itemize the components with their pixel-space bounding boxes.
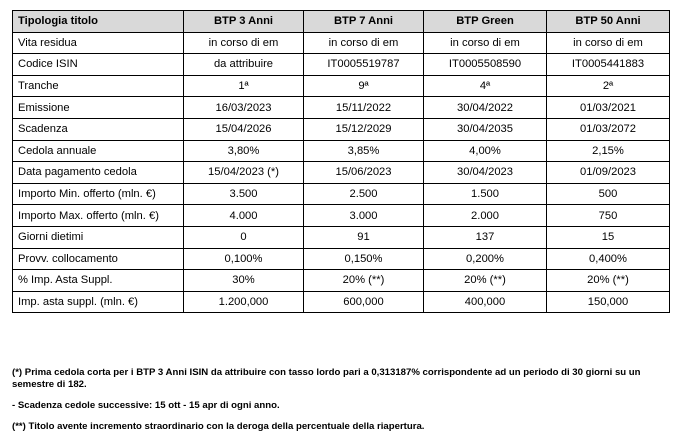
table-cell: 1.200,000 — [184, 291, 304, 313]
table-row — [13, 248, 670, 270]
row-label: Codice ISIN — [13, 54, 184, 76]
table-cell: 0,400% — [547, 248, 670, 270]
table-cell: 2.500 — [304, 183, 424, 205]
table-cell: IT0005508590 — [424, 54, 547, 76]
btp-table — [12, 10, 670, 313]
table-row — [13, 140, 670, 162]
table-cell: 3,80% — [184, 140, 304, 162]
table-cell: 15/06/2023 — [304, 162, 424, 184]
footnotes — [12, 367, 672, 442]
row-label: Imp. asta suppl. (mln. €) — [13, 291, 184, 313]
table-row — [13, 183, 670, 205]
table-cell: 400,000 — [424, 291, 547, 313]
table-cell: 3.500 — [184, 183, 304, 205]
table-cell: 0,200% — [424, 248, 547, 270]
table-cell: 15/11/2022 — [304, 97, 424, 119]
table-cell: 15 — [547, 226, 670, 248]
table-cell: 01/03/2072 — [547, 118, 670, 140]
table-cell: 600,000 — [304, 291, 424, 313]
table-cell: 500 — [547, 183, 670, 205]
table-cell: 4,00% — [424, 140, 547, 162]
table-cell: 0,150% — [304, 248, 424, 270]
header-tipologia: Tipologia titolo — [13, 11, 184, 33]
row-label: Scadenza — [13, 118, 184, 140]
table-cell: 0 — [184, 226, 304, 248]
row-label: Cedola annuale — [13, 140, 184, 162]
table-cell: 15/04/2023 (*) — [184, 162, 304, 184]
table-cell: da attribuire — [184, 54, 304, 76]
footnote-incremento: (**) Titolo avente incremento straordinario con la deroga della percentuale della riapertura. — [12, 421, 425, 432]
row-label: Importo Min. offerto (mln. €) — [13, 183, 184, 205]
table-cell: 30% — [184, 270, 304, 292]
table-row — [13, 118, 670, 140]
table-cell: 0,100% — [184, 248, 304, 270]
table-cell: IT0005519787 — [304, 54, 424, 76]
table-cell: 20% (**) — [304, 270, 424, 292]
table-cell: 3.000 — [304, 205, 424, 227]
header-btp-green: BTP Green — [424, 11, 547, 33]
row-label: Emissione — [13, 97, 184, 119]
row-label: Provv. collocamento — [13, 248, 184, 270]
table-cell: 20% (**) — [424, 270, 547, 292]
table-row — [13, 205, 670, 227]
table-cell: in corso di em — [184, 32, 304, 54]
table-cell: 30/04/2023 — [424, 162, 547, 184]
table-row — [13, 54, 670, 76]
row-label: Data pagamento cedola — [13, 162, 184, 184]
row-label: Vita residua — [13, 32, 184, 54]
table-header-row — [13, 11, 670, 33]
table-cell: in corso di em — [304, 32, 424, 54]
footnote-scadenza-cedole: - Scadenza cedole successive: 15 ott - 15 apr di ogni anno. — [12, 400, 280, 411]
table-cell: 30/04/2022 — [424, 97, 547, 119]
table-cell: 150,000 — [547, 291, 670, 313]
footnote-prima-cedola: (*) Prima cedola corta per i BTP 3 Anni ISIN da attribuire con tasso lordo pari a 0,313187% corrispondente ad un periodo di 30 giorni su un semestre di 182. — [12, 367, 641, 390]
table-cell: 15/04/2026 — [184, 118, 304, 140]
table-cell: 137 — [424, 226, 547, 248]
table-cell: 2,15% — [547, 140, 670, 162]
table-cell: 91 — [304, 226, 424, 248]
table-cell: in corso di em — [547, 32, 670, 54]
header-btp-7-anni: BTP 7 Anni — [304, 11, 424, 33]
row-label: Tranche — [13, 75, 184, 97]
table-cell: 2ª — [547, 75, 670, 97]
table-cell: 2.000 — [424, 205, 547, 227]
header-btp-3-anni: BTP 3 Anni — [184, 11, 304, 33]
table-row — [13, 270, 670, 292]
table-row — [13, 226, 670, 248]
table-cell: 20% (**) — [547, 270, 670, 292]
row-label: Importo Max. offerto (mln. €) — [13, 205, 184, 227]
table-cell: 3,85% — [304, 140, 424, 162]
table-body — [13, 32, 670, 313]
table-row — [13, 162, 670, 184]
table-row — [13, 32, 670, 54]
row-label: Giorni dietimi — [13, 226, 184, 248]
table-row — [13, 291, 670, 313]
table-cell: 1.500 — [424, 183, 547, 205]
table-cell: 4ª — [424, 75, 547, 97]
table-cell: 30/04/2035 — [424, 118, 547, 140]
table-cell: in corso di em — [424, 32, 547, 54]
table-cell: 01/03/2021 — [547, 97, 670, 119]
table-cell: 750 — [547, 205, 670, 227]
table-cell: 01/09/2023 — [547, 162, 670, 184]
table-cell: 15/12/2029 — [304, 118, 424, 140]
table-cell: IT0005441883 — [547, 54, 670, 76]
table-cell: 9ª — [304, 75, 424, 97]
table-cell: 4.000 — [184, 205, 304, 227]
table-cell: 1ª — [184, 75, 304, 97]
table-row — [13, 75, 670, 97]
table-row — [13, 97, 670, 119]
header-btp-50-anni: BTP 50 Anni — [547, 11, 670, 33]
table-cell: 16/03/2023 — [184, 97, 304, 119]
row-label: % Imp. Asta Suppl. — [13, 270, 184, 292]
